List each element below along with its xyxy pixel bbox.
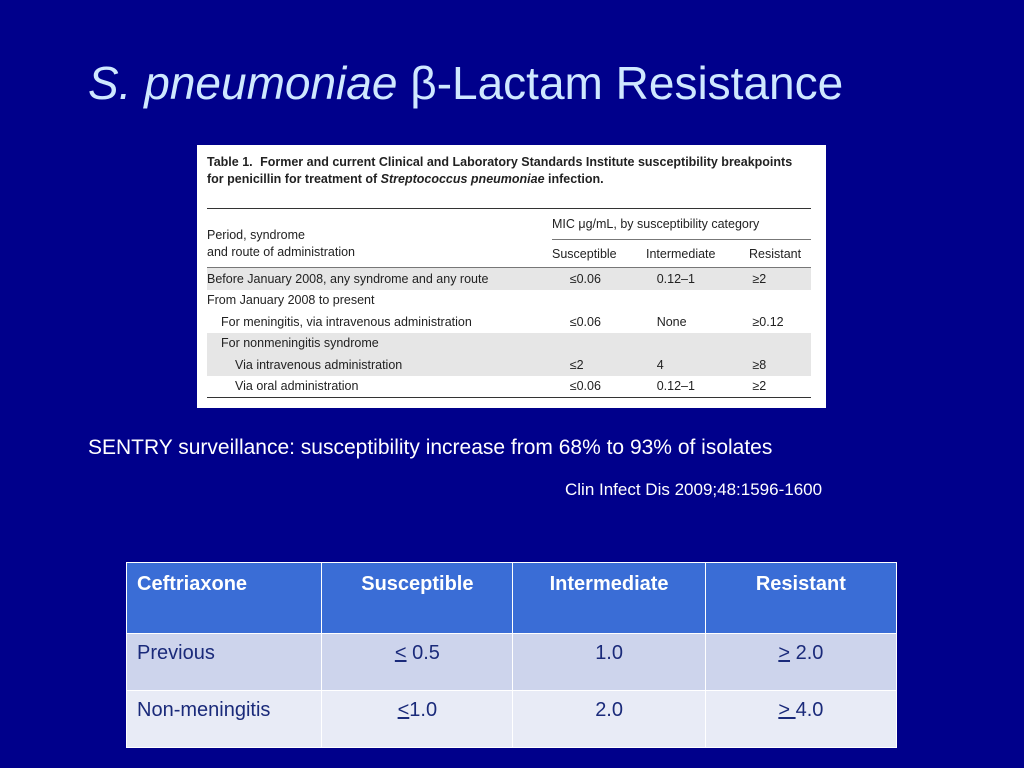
header-susceptible: Susceptible <box>552 246 617 261</box>
ceftriaxone-header-row <box>127 563 897 634</box>
header-period: Period, syndrome <box>207 228 305 242</box>
header-resistant: Resistant <box>749 246 802 261</box>
title-rest: β-Lactam Resistance <box>397 57 844 109</box>
table-row: Before January 2008, any syndrome and any route ≤0.06 0.12–1 ≥2 <box>207 268 811 290</box>
citation: Clin Infect Dis 2009;48:1596-1600 <box>565 480 823 499</box>
row-label: Previous <box>127 634 322 691</box>
header-susceptible: Susceptible <box>322 563 513 634</box>
table-row: From January 2008 to present <box>207 293 375 308</box>
header-intermediate: Intermediate <box>513 563 705 634</box>
header-intermediate: Intermediate <box>646 246 716 261</box>
header-ceftriaxone: Ceftriaxone <box>127 563 322 634</box>
table-row: For nonmeningitis syndrome <box>207 333 811 355</box>
table-row: Via intravenous administration ≤2 4 ≥8 <box>207 354 811 376</box>
row-label: Non-meningitis <box>127 691 322 748</box>
clsi-breakpoint-table <box>197 145 826 408</box>
table-row <box>127 691 897 748</box>
header-route: and route of administration <box>207 245 356 259</box>
susceptible-cell: <1.0 <box>322 691 513 748</box>
header-mic: MIC μg/mL, by susceptibility category <box>552 209 811 240</box>
breakpoint-rows <box>207 268 811 397</box>
resistant-cell: > 2.0 <box>705 634 896 691</box>
slide-title <box>88 56 843 110</box>
ceftriaxone-table <box>126 562 897 748</box>
intermediate-cell: 1.0 <box>513 634 705 691</box>
table-bottom-rule <box>207 397 811 398</box>
title-species: S. pneumoniae <box>88 57 398 109</box>
table-caption: Table 1. Former and current Clinical and Laboratory Standards Institute susceptibility breakpoints for penicillin for treatment of Streptococcus pneumoniae infection. <box>207 155 793 186</box>
susceptible-cell: < 0.5 <box>322 634 513 691</box>
table-header <box>207 209 812 267</box>
table-row: Via oral administration ≤0.06 0.12–1 ≥2 <box>235 379 767 394</box>
table-row: For meningitis, via intravenous administration ≤0.06 None ≥0.12 <box>221 314 784 329</box>
sentry-note: SENTRY surveillance: susceptibility increase from 68% to 93% of isolates <box>88 436 773 459</box>
header-resistant: Resistant <box>705 563 896 634</box>
resistant-cell: > 4.0 <box>705 691 896 748</box>
table-row <box>127 634 897 691</box>
intermediate-cell: 2.0 <box>513 691 705 748</box>
